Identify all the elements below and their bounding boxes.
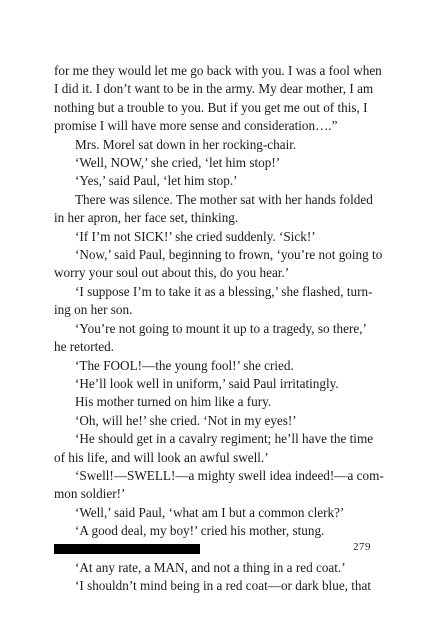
text-line: ‘Yes,’ said Paul, ‘let him stop.’ bbox=[75, 173, 238, 189]
text-line: ‘Oh, will he!’ she cried. ‘Not in my eyes!’ bbox=[75, 412, 297, 428]
text-line: in her apron, her face set, thinking. bbox=[54, 210, 239, 226]
text-line: nothing but a trouble to you. But if you get me out of this, I bbox=[54, 99, 368, 115]
text-line: ‘If I’m not SICK!’ she cried suddenly. ‘Sick!’ bbox=[75, 228, 316, 244]
text-line: ‘He’ll look well in uniform,’ said Paul irritatingly. bbox=[75, 375, 339, 391]
text-line: ‘He should get in a cavalry regiment; he’ll have the time bbox=[75, 431, 374, 447]
text-line: ‘Well, NOW,’ she cried, ‘let him stop!’ bbox=[75, 155, 281, 171]
text-line: ‘Swell!—SWELL!—a mighty swell idea indeed!—a com- bbox=[75, 467, 384, 483]
text-line: ‘You’re not going to mount it up to a tragedy, so there,’ bbox=[75, 320, 367, 336]
text-line: ‘The FOOL!—the young fool!’ she cried. bbox=[75, 357, 294, 373]
text-line: ing on her son. bbox=[54, 302, 133, 318]
text-line: Mrs. Morel sat down in her rocking-chair. bbox=[75, 136, 297, 152]
text-line: worry your soul out about this, do you hear.’ bbox=[54, 265, 290, 281]
text-line: of his life, and will look an awful swell.’ bbox=[54, 449, 269, 465]
text-line: ‘Now,’ said Paul, beginning to frown, ‘you’re not going to bbox=[75, 247, 383, 263]
text-line: ‘I shouldn’t mind being in a red coat—or dark blue, that bbox=[75, 578, 372, 594]
body-text bbox=[54, 62, 384, 596]
text-line: His mother turned on him like a fury. bbox=[75, 394, 272, 410]
text-line: he retorted. bbox=[54, 339, 115, 355]
text-line: for me they would let me go back with you. I was a fool when bbox=[54, 63, 382, 78]
footer-redaction-bar bbox=[54, 544, 200, 554]
text-line: mon soldier!’ bbox=[54, 486, 126, 502]
text-line: ‘Well,’ said Paul, ‘what am I but a common clerk?’ bbox=[75, 504, 345, 520]
text-line: ‘I suppose I’m to take it as a blessing,’ she flashed, turn- bbox=[75, 283, 373, 299]
text-line: I did it. I don’t want to be in the army. My dear mother, I am bbox=[54, 81, 374, 97]
page-number: 279 bbox=[353, 541, 371, 553]
text-line: ‘A good deal, my boy!’ cried his mother, stung. bbox=[75, 523, 325, 539]
text-line: promise I will have more sense and consideration….” bbox=[54, 118, 338, 134]
text-line: There was silence. The mother sat with her hands folded bbox=[75, 191, 373, 207]
text-line: ‘At any rate, a MAN, and not a thing in a red coat.’ bbox=[75, 559, 346, 575]
